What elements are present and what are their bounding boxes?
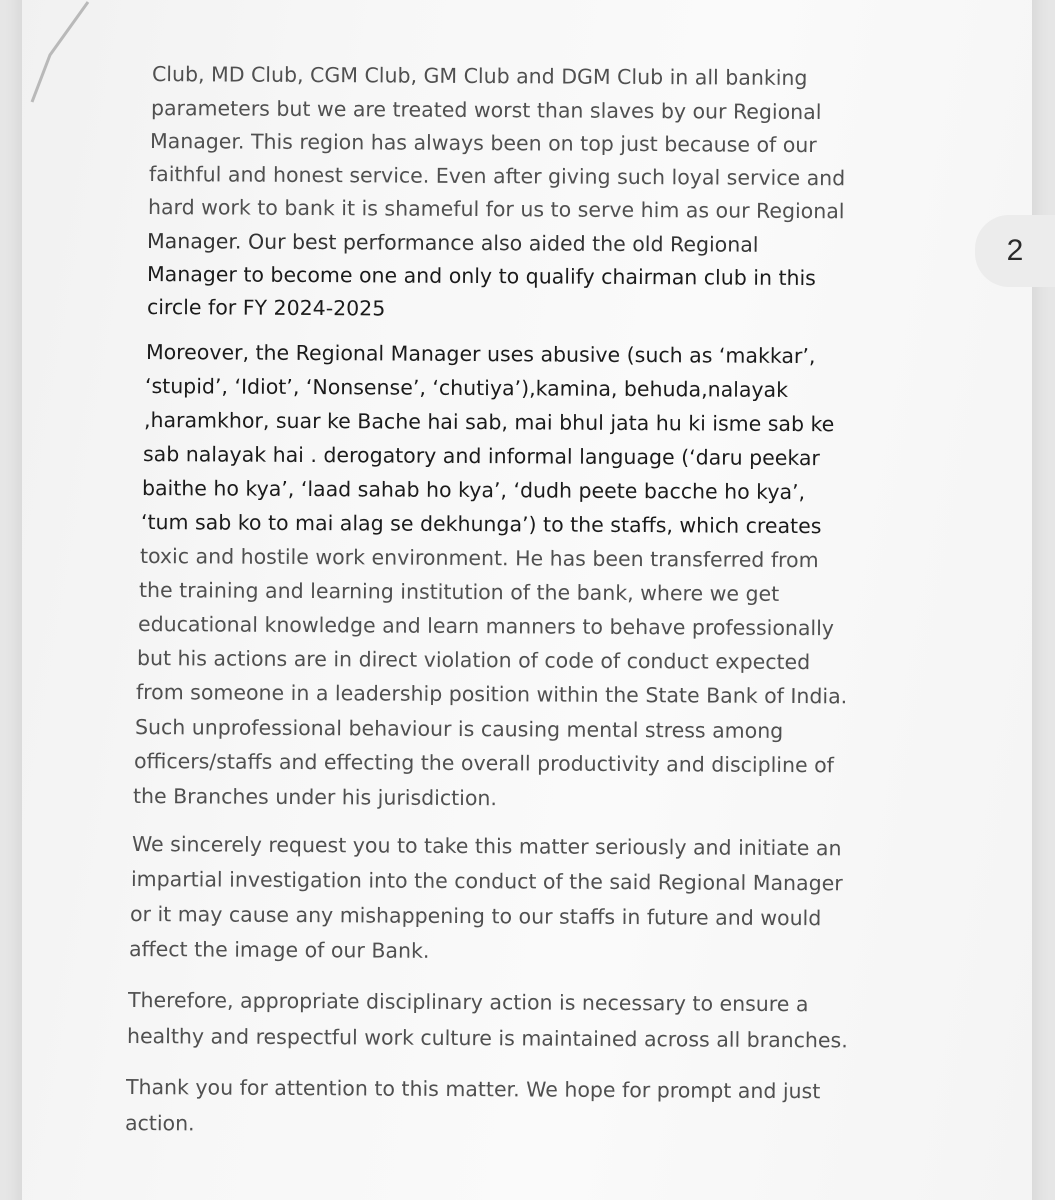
paragraph4-line: healthy and respectful work culture is maintained across all branches. [126,1024,848,1053]
paragraph1-line: faithful and honest service. Even after giving such loyal service and [148,162,846,191]
paragraph5-line: Thank you for attention to this matter. We hope for prompt and just [125,1075,821,1104]
paragraph2-line: ,haramkhor, suar ke Bache hai sab, mai bhul jata hu ki isme sab ke [143,408,835,437]
paragraph1-line: Club, MD Club, CGM Club, GM Club and DGM Club in all banking [151,62,808,91]
paragraph2-line: ‘stupid’, ‘Idiot’, ‘Nonsense’, ‘chutiya’),kamina, behuda,nalayak [144,374,789,402]
paragraph2-line: baithe ho kya’, ‘laad sahab ho kya’, ‘dudh peete bacche ho kya’, [141,476,806,505]
paragraph2-line: the Branches under his jurisdiction. [132,784,498,811]
paragraph1-line: Manager. Our best performance also aided the old Regional [146,229,759,257]
paragraph1-line: Manager to become one and only to qualify chairman club in this [146,262,816,291]
paragraph3-line: or it may cause any mishappening to our staffs in future and would [129,902,822,931]
paragraph1-line: Manager. This region has always been on top just because of our [149,129,817,158]
paragraph4-line: Therefore, appropriate disciplinary action is necessary to ensure a [127,988,809,1017]
paragraph3-line: impartial investigation into the conduct of the said Regional Manager [130,867,843,896]
paragraph1-line: circle for FY 2024-2025 [146,295,386,321]
paragraph1-line: hard work to bank it is shameful for us to serve him as our Regional [147,195,845,224]
paragraph1-line: parameters but we are treated worst than slaves by our Regional [150,96,822,125]
paragraph2-line: Moreover, the Regional Manager uses abusive (such as ‘makkar’, [145,340,816,369]
paragraph2-line: from someone in a leadership position within the State Bank of India. [135,680,848,709]
paragraph2-line: Such unprofessional behaviour is causing mental stress among [134,715,784,743]
page-number: 2 [1006,234,1024,267]
paragraph2-line: toxic and hostile work environment. He has been transferred from [139,544,819,573]
paragraph3-line: affect the image of our Bank. [128,937,430,963]
paragraph2-line: educational knowledge and learn manners to behave professionally [137,612,835,641]
paragraph2-line: ‘tum sab ko to mai alag se dekhunga’) to the staffs, which creates [140,510,822,539]
paragraph3-line: We sincerely request you to take this matter seriously and initiate an [131,832,842,861]
paragraph2-line: the training and learning institution of the bank, where we get [138,578,780,606]
paragraph2-line: officers/staffs and effecting the overall productivity and discipline of [133,749,835,778]
paragraph2-line: sab nalayak hai . derogatory and informal language (‘daru peekar [142,442,820,471]
paragraph5-line: action. [124,1111,195,1136]
paragraph2-line: but his actions are in direct violation of code of conduct expected [136,646,811,675]
